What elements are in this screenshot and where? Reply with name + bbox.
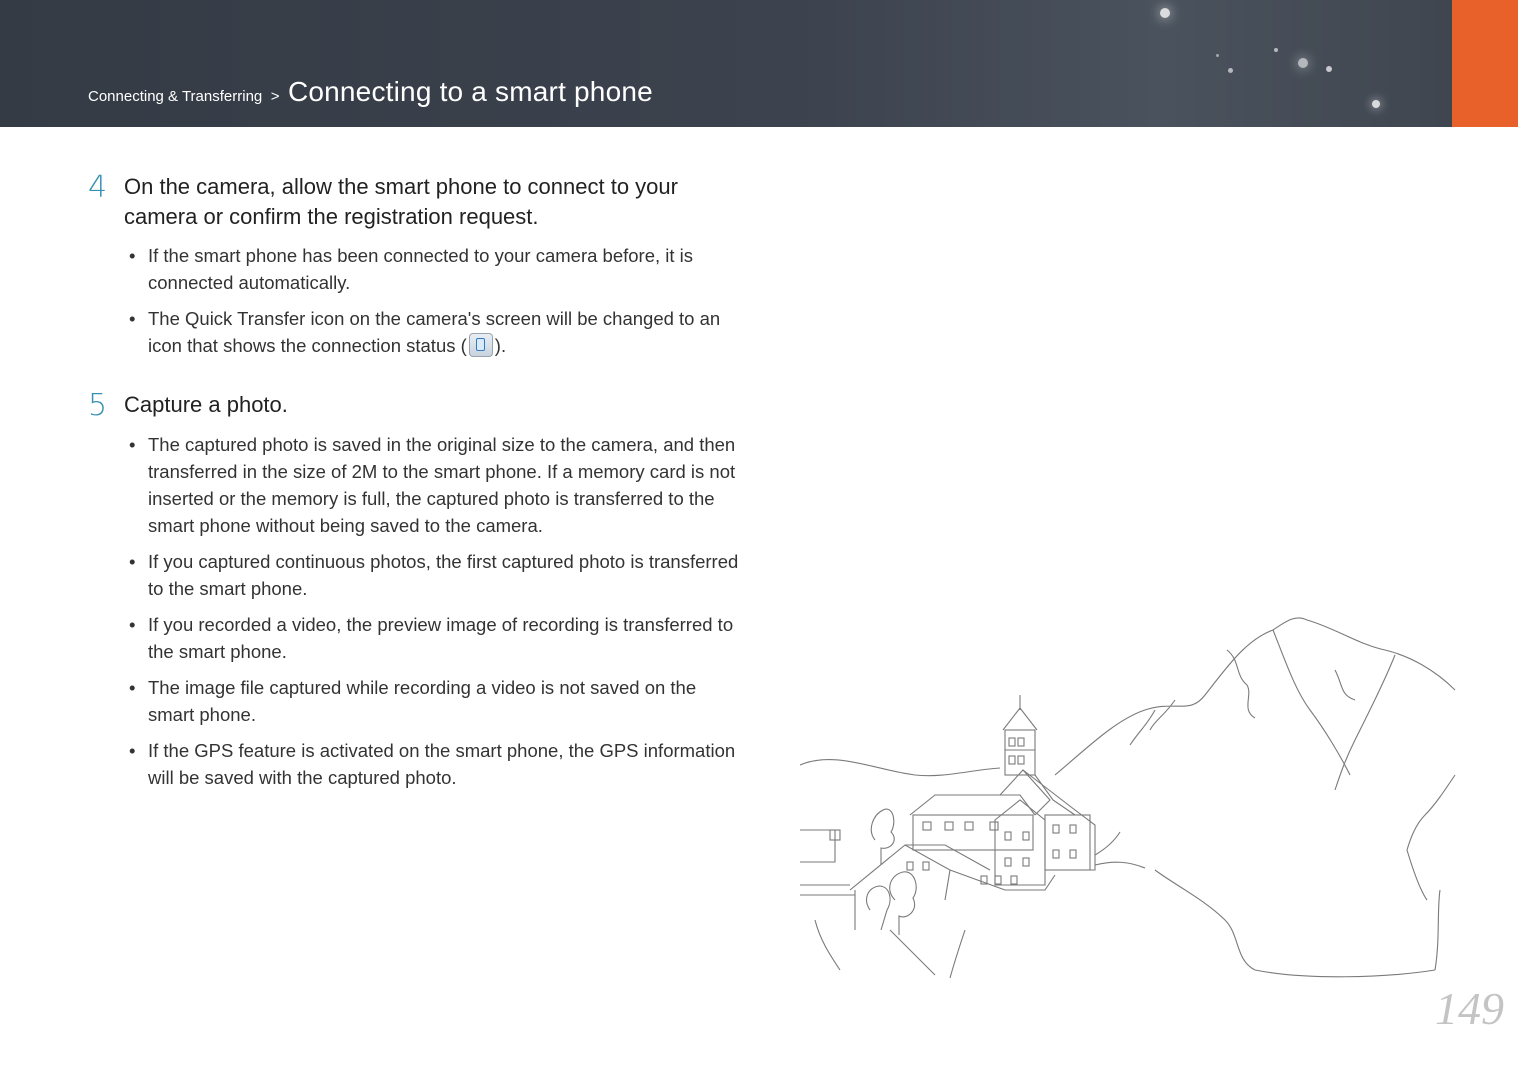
step-text-line-1: On the camera, allow the smart phone to connect to your xyxy=(124,174,678,199)
page-title: Connecting to a smart phone xyxy=(287,76,653,107)
step-text: Capture a photo. xyxy=(124,392,288,417)
village-mountain-illustration xyxy=(795,600,1460,990)
breadcrumb xyxy=(88,76,653,108)
breadcrumb-section: Connecting & Transferring xyxy=(88,88,263,105)
list-item: • If the smart phone has been connected to your camera before, it is connected automatically. xyxy=(129,245,694,293)
step-number: 5 xyxy=(88,388,108,423)
list-item: • The image file captured while recording a video is not saved on the smart phone. xyxy=(129,677,697,725)
step-4-bullets xyxy=(124,242,744,368)
step-text xyxy=(124,172,678,232)
step-text-line-2: camera or confirm the registration request. xyxy=(124,204,539,229)
chapter-tab-accent xyxy=(1452,0,1518,127)
list-item: • The captured photo is saved in the original size to the camera, and then transferred in the size of 2M to the smart phone. If a memory card is not inserted or the memory is full, the captured photo is transferred to the smart phone without being saved to the camera. xyxy=(129,434,736,536)
breadcrumb-separator: > xyxy=(270,88,280,105)
page-number: 149 xyxy=(1435,983,1504,1034)
step-number: 4 xyxy=(88,170,108,205)
connection-status-icon xyxy=(469,333,493,357)
list-item: • If you recorded a video, the preview image of recording is transferred to the smart phone. xyxy=(129,614,734,662)
list-item: • The Quick Transfer icon on the camera's screen will be changed to an icon that shows the connection status ( ). xyxy=(129,308,721,356)
step-5-bullets xyxy=(124,431,744,800)
list-item: • If you captured continuous photos, the first captured photo is transferred to the smart phone. xyxy=(129,551,739,599)
list-item: • If the GPS feature is activated on the smart phone, the GPS information will be saved with the captured photo. xyxy=(129,740,736,788)
